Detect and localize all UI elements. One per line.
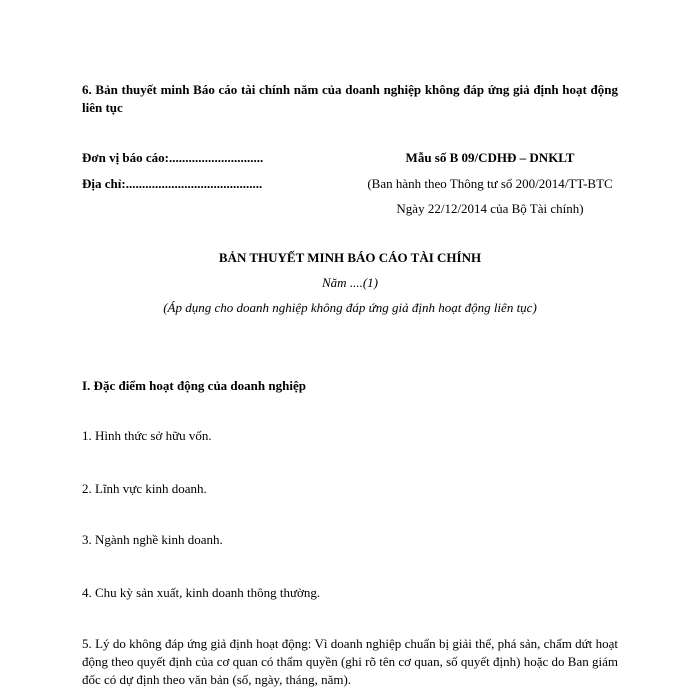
form-number: Mẫu số B 09/CDHĐ – DNKLT — [405, 150, 575, 165]
list-item: 4. Chu kỳ sản xuất, kinh doanh thông thường. — [82, 585, 321, 600]
document-applicability: (Áp dụng cho doanh nghiệp không đáp ứng giả định hoạt động liên tục) — [163, 300, 537, 315]
address-field: Địa chỉ:.......................................... — [82, 176, 263, 191]
reporting-unit-field: Đơn vị báo cáo:............................. — [82, 150, 264, 165]
document-title: BẢN THUYẾT MINH BÁO CÁO TÀI CHÍNH — [218, 250, 482, 265]
issued-by-line-1: (Ban hành theo Thông tư số 200/2014/TT-BTC — [367, 176, 613, 191]
part-1-heading: I. Đặc điểm hoạt động của doanh nghiệp — [82, 378, 306, 393]
document-year: Năm ....(1) — [322, 275, 378, 290]
list-item: 5. Lý do không đáp ứng giả định hoạt động: Vì doanh nghiệp chuẩn bị giải thể, phá sản, chấm dứt hoạt động theo quyết định của cơ quan có thẩm quyền (ghi rõ tên cơ quan, số quyết định) hoặc do Ban giám đốc có dự định theo văn bản (số, ngày, tháng, năm). — [82, 636, 618, 687]
section-title: 6. Bản thuyết minh Báo cáo tài chính năm của doanh nghiệp không đáp ứng giả định hoạt động liên tục — [82, 82, 618, 115]
list-item: 1. Hình thức sở hữu vốn. — [82, 428, 212, 443]
issued-by-line-2: Ngày 22/12/2014 của Bộ Tài chính) — [396, 201, 584, 216]
list-item: 2. Lĩnh vực kinh doanh. — [82, 481, 207, 496]
list-item: 3. Ngành nghề kinh doanh. — [82, 532, 223, 547]
